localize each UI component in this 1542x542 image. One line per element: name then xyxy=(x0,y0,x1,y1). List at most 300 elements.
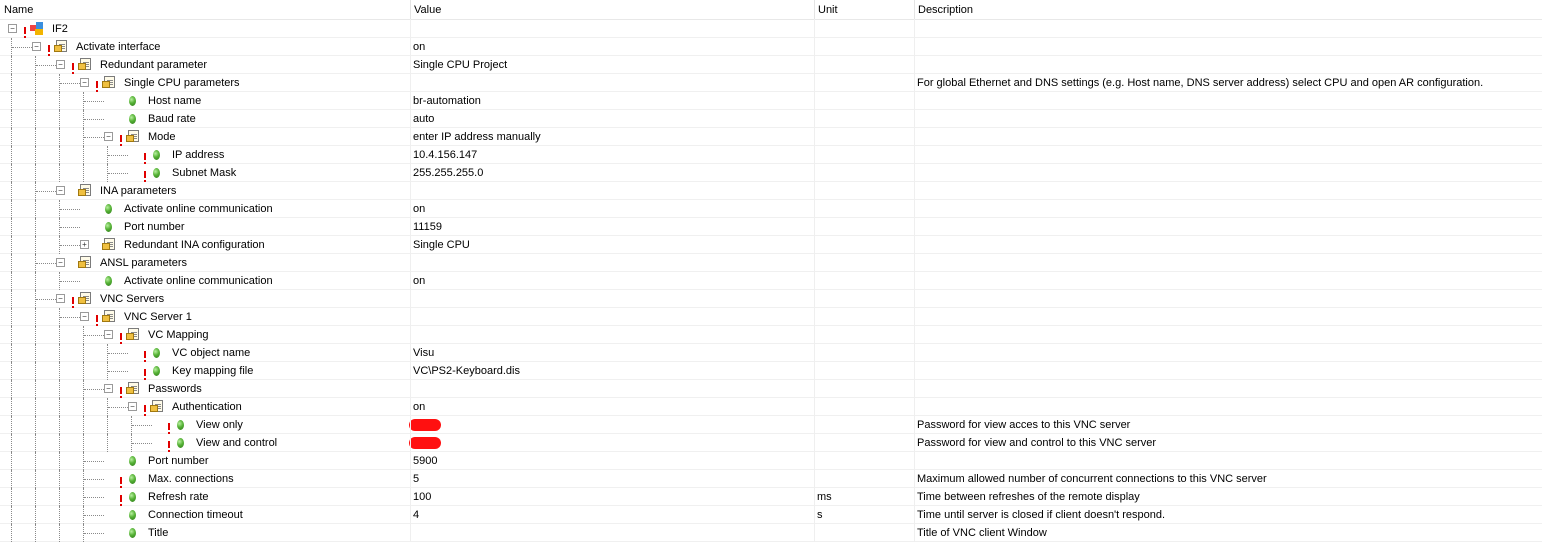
parameter-description xyxy=(917,182,1539,200)
collapse-toggle-icon[interactable]: − xyxy=(56,258,65,267)
collapse-toggle-icon[interactable]: − xyxy=(104,384,113,393)
warning-marker-icon xyxy=(48,45,50,52)
tree-row-port-number[interactable] xyxy=(0,218,1542,236)
tree-row-activate-interface[interactable] xyxy=(0,38,1542,56)
tree-connector-line xyxy=(11,236,12,254)
tree-row-ina-parameters[interactable] xyxy=(0,182,1542,200)
tree-connector-line xyxy=(35,272,36,290)
parameter-unit xyxy=(817,470,911,488)
collapse-toggle-icon[interactable]: − xyxy=(56,60,65,69)
tree-connector-line xyxy=(35,128,36,146)
tree-connector-line xyxy=(108,155,128,156)
parameter-value[interactable]: 5900 xyxy=(413,455,438,467)
parameter-unit xyxy=(817,164,911,182)
tree-row-host-name[interactable] xyxy=(0,92,1542,110)
tree-connector-line xyxy=(59,344,60,362)
parameter-name: VNC Servers xyxy=(100,293,165,305)
tree-connector-line xyxy=(107,416,108,434)
parameter-group-icon xyxy=(78,184,94,197)
tree-connector-line xyxy=(35,398,36,416)
tree-connector-line xyxy=(11,524,12,542)
tree-connector-line xyxy=(59,92,60,110)
tree-connector-line xyxy=(59,434,60,452)
parameter-unit xyxy=(817,74,911,92)
tree-connector-line xyxy=(36,65,56,66)
parameter-name: Port number xyxy=(124,221,185,233)
warning-marker-icon xyxy=(144,153,146,160)
warning-marker-icon xyxy=(120,333,122,340)
parameter-leaf-icon xyxy=(129,96,136,106)
warning-marker-icon xyxy=(144,171,146,178)
tree-row-subnet-mask[interactable] xyxy=(0,164,1542,182)
tree-connector-line xyxy=(59,146,60,164)
warning-marker-icon xyxy=(72,63,74,70)
tree-connector-line xyxy=(59,326,60,344)
parameter-name: IP address xyxy=(172,149,225,161)
tree-connector-line xyxy=(35,434,36,452)
parameter-name: Mode xyxy=(148,131,176,143)
parameter-description xyxy=(917,56,1539,74)
tree-row-ip-address[interactable] xyxy=(0,146,1542,164)
tree-row-view-only[interactable] xyxy=(0,416,1542,434)
parameter-name: Activate interface xyxy=(76,41,161,53)
tree-connector-line xyxy=(108,371,128,372)
parameter-description: Password for view and control to this VNC server xyxy=(917,437,1157,449)
tree-row-refresh-rate[interactable] xyxy=(0,488,1542,506)
collapse-toggle-icon[interactable]: − xyxy=(56,186,65,195)
tree-connector-line xyxy=(35,110,36,128)
parameter-description xyxy=(917,398,1539,416)
parameter-description: Title of VNC client Window xyxy=(917,527,1047,539)
parameter-name: Activate online communication xyxy=(124,275,273,287)
parameter-name: Redundant parameter xyxy=(100,59,208,71)
tree-row-activate-online-communication[interactable] xyxy=(0,272,1542,290)
tree-connector-line xyxy=(11,362,12,380)
parameter-description: Password for view acces to this VNC server xyxy=(917,419,1131,431)
redacted-password-mark xyxy=(409,419,441,431)
collapse-toggle-icon[interactable]: − xyxy=(104,330,113,339)
parameter-name: Refresh rate xyxy=(148,491,209,503)
parameter-value[interactable]: auto xyxy=(413,113,435,125)
parameter-unit: s xyxy=(817,509,823,521)
tree-connector-line xyxy=(11,254,12,272)
tree-connector-line xyxy=(83,362,84,380)
parameter-name: Host name xyxy=(148,95,202,107)
parameter-value[interactable] xyxy=(413,74,811,92)
parameter-description xyxy=(917,38,1539,56)
parameter-name: Single CPU parameters xyxy=(124,77,240,89)
tree-connector-line xyxy=(11,506,12,524)
tree-row-if2[interactable] xyxy=(0,20,1542,38)
parameter-description xyxy=(917,362,1539,380)
parameter-description xyxy=(917,128,1539,146)
parameter-unit xyxy=(817,20,911,38)
tree-connector-line xyxy=(11,56,12,74)
tree-row-passwords[interactable] xyxy=(0,380,1542,398)
parameter-description xyxy=(917,308,1539,326)
warning-marker-icon xyxy=(72,297,74,304)
warning-marker-icon xyxy=(96,315,98,322)
parameter-description xyxy=(917,290,1539,308)
tree-connector-line xyxy=(12,47,32,48)
tree-connector-line xyxy=(35,506,36,524)
interface-icon xyxy=(30,22,44,35)
parameter-leaf-icon xyxy=(153,150,160,160)
tree-row-mode[interactable] xyxy=(0,128,1542,146)
tree-connector-line xyxy=(11,398,12,416)
tree-connector-line xyxy=(132,443,152,444)
parameter-value[interactable]: on xyxy=(413,203,426,215)
tree-connector-line xyxy=(11,74,12,92)
tree-connector-line xyxy=(84,101,104,102)
parameter-leaf-icon xyxy=(129,492,136,502)
warning-marker-icon xyxy=(96,81,98,88)
parameter-name: Subnet Mask xyxy=(172,167,237,179)
redacted-password-mark xyxy=(409,437,441,449)
parameter-description: Time between refreshes of the remote display xyxy=(917,491,1140,503)
parameter-unit xyxy=(817,452,911,470)
warning-marker-icon xyxy=(144,369,146,376)
tree-connector-line xyxy=(35,380,36,398)
parameter-unit xyxy=(817,344,911,362)
parameter-description xyxy=(917,254,1539,272)
parameter-description xyxy=(917,92,1539,110)
parameter-leaf-icon xyxy=(105,222,112,232)
tree-connector-line xyxy=(59,506,60,524)
parameter-leaf-icon xyxy=(177,420,184,430)
warning-marker-icon xyxy=(120,135,122,142)
parameter-unit xyxy=(817,182,911,200)
parameter-unit xyxy=(817,236,911,254)
tree-connector-line xyxy=(11,344,12,362)
parameter-value[interactable]: 4 xyxy=(413,509,420,521)
parameter-group-icon xyxy=(150,400,166,413)
tree-connector-line xyxy=(59,416,60,434)
tree-connector-line xyxy=(35,362,36,380)
parameter-description xyxy=(917,164,1539,182)
tree-connector-line xyxy=(35,164,36,182)
tree-connector-line xyxy=(59,452,60,470)
parameter-unit xyxy=(817,218,911,236)
parameter-value[interactable]: VC\PS2-Keyboard.dis xyxy=(413,365,520,377)
parameter-leaf-icon xyxy=(129,528,136,538)
tree-row-key-mapping-file[interactable] xyxy=(0,362,1542,380)
tree-connector-line xyxy=(59,110,60,128)
tree-connector-line xyxy=(107,434,108,452)
parameter-value[interactable]: 100 xyxy=(413,491,432,503)
parameter-unit xyxy=(817,290,911,308)
tree-connector-line xyxy=(84,497,104,498)
parameter-value[interactable] xyxy=(413,416,811,434)
parameter-name: INA parameters xyxy=(100,185,177,197)
tree-row-vc-mapping[interactable] xyxy=(0,326,1542,344)
warning-marker-icon xyxy=(144,405,146,412)
parameter-unit xyxy=(817,434,911,452)
parameter-group-icon xyxy=(102,238,118,251)
parameter-name: Baud rate xyxy=(148,113,196,125)
parameter-value[interactable]: 5 xyxy=(413,473,420,485)
tree-connector-line xyxy=(59,470,60,488)
parameter-leaf-icon xyxy=(129,510,136,520)
collapse-toggle-icon[interactable]: − xyxy=(8,24,17,33)
parameter-leaf-icon xyxy=(105,204,112,214)
parameter-value[interactable]: on xyxy=(413,41,426,53)
parameter-unit xyxy=(817,56,911,74)
parameter-unit xyxy=(817,254,911,272)
parameter-group-icon xyxy=(78,292,94,305)
tree-connector-line xyxy=(35,488,36,506)
tree-connector-line xyxy=(35,92,36,110)
tree-connector-line xyxy=(83,398,84,416)
parameter-unit xyxy=(817,398,911,416)
tree-connector-line xyxy=(132,425,152,426)
tree-connector-line xyxy=(11,200,12,218)
parameter-unit xyxy=(817,110,911,128)
tree-connector-line xyxy=(35,308,36,326)
tree-connector-line xyxy=(36,263,56,264)
tree-connector-line xyxy=(35,218,36,236)
parameter-value[interactable]: Single CPU Project xyxy=(413,59,508,71)
parameter-value[interactable]: br-automation xyxy=(413,95,481,107)
parameter-name: Authentication xyxy=(172,401,242,413)
parameter-unit xyxy=(817,200,911,218)
parameter-leaf-icon xyxy=(129,474,136,484)
parameter-value[interactable]: on xyxy=(413,275,426,287)
column-divider xyxy=(410,19,411,542)
tree-connector-line xyxy=(84,389,104,390)
parameter-description: Maximum allowed number of concurrent connections to this VNC server xyxy=(917,473,1267,485)
parameter-unit xyxy=(817,146,911,164)
parameter-value[interactable] xyxy=(413,182,811,200)
parameter-value[interactable] xyxy=(413,434,811,452)
tree-connector-line xyxy=(11,218,12,236)
tree-row-connection-timeout[interactable] xyxy=(0,506,1542,524)
tree-row-vnc-server-1[interactable] xyxy=(0,308,1542,326)
tree-row-max-connections[interactable] xyxy=(0,470,1542,488)
parameter-value[interactable]: 255.255.255.0 xyxy=(413,167,484,179)
tree-connector-line xyxy=(84,479,104,480)
tree-connector-line xyxy=(83,434,84,452)
tree-connector-line xyxy=(84,335,104,336)
parameter-name: IF2 xyxy=(52,23,68,35)
tree-row-port-number[interactable] xyxy=(0,452,1542,470)
parameter-group-icon xyxy=(102,310,118,323)
column-header-value[interactable]: Value xyxy=(414,4,442,16)
tree-connector-line xyxy=(11,452,12,470)
tree-row-redundant-parameter[interactable] xyxy=(0,56,1542,74)
tree-connector-line xyxy=(59,488,60,506)
tree-connector-line xyxy=(60,317,80,318)
parameter-value[interactable]: 10.4.156.147 xyxy=(413,149,478,161)
collapse-toggle-icon[interactable]: − xyxy=(32,42,41,51)
tree-connector-line xyxy=(35,470,36,488)
parameter-name: Title xyxy=(148,527,169,539)
tree-row-redundant-ina-configuration[interactable] xyxy=(0,236,1542,254)
warning-marker-icon xyxy=(168,423,170,430)
tree-row-authentication[interactable] xyxy=(0,398,1542,416)
parameter-unit xyxy=(817,308,911,326)
column-divider xyxy=(914,19,915,542)
tree-row-title[interactable] xyxy=(0,524,1542,542)
tree-row-vc-object-name[interactable] xyxy=(0,344,1542,362)
tree-connector-line xyxy=(59,362,60,380)
tree-connector-line xyxy=(35,326,36,344)
tree-connector-line xyxy=(108,353,128,354)
parameter-name: Redundant INA configuration xyxy=(124,239,265,251)
parameter-leaf-icon xyxy=(153,366,160,376)
tree-connector-line xyxy=(59,398,60,416)
parameter-description xyxy=(917,272,1539,290)
parameter-description xyxy=(917,380,1539,398)
tree-row-vnc-servers[interactable] xyxy=(0,290,1542,308)
tree-row-view-and-control[interactable] xyxy=(0,434,1542,452)
parameter-value[interactable] xyxy=(413,308,811,326)
column-header-name[interactable]: Name xyxy=(4,4,34,16)
parameter-description xyxy=(917,452,1539,470)
parameter-name: Key mapping file xyxy=(172,365,254,377)
tree-connector-line xyxy=(84,533,104,534)
tree-connector-line xyxy=(83,146,84,164)
parameter-unit xyxy=(817,272,911,290)
parameter-description xyxy=(917,326,1539,344)
collapse-toggle-icon[interactable]: − xyxy=(128,402,137,411)
tree-connector-line xyxy=(11,488,12,506)
tree-connector-line xyxy=(11,290,12,308)
parameter-value[interactable] xyxy=(413,524,811,542)
tree-connector-line xyxy=(35,344,36,362)
tree-connector-line xyxy=(36,191,56,192)
tree-connector-line xyxy=(35,524,36,542)
parameter-group-icon xyxy=(54,40,70,53)
parameter-group-icon xyxy=(126,382,142,395)
warning-marker-icon xyxy=(120,387,122,394)
tree-connector-line xyxy=(84,119,104,120)
parameter-description: For global Ethernet and DNS settings (e.g. Host name, DNS server address) select CPU and open AR configuration. xyxy=(917,77,1484,89)
tree-connector-line xyxy=(11,146,12,164)
parameter-unit xyxy=(817,92,911,110)
parameter-unit xyxy=(817,128,911,146)
tree-connector-line xyxy=(35,74,36,92)
parameter-leaf-icon xyxy=(105,276,112,286)
parameter-unit xyxy=(817,524,911,542)
tree-connector-line xyxy=(84,515,104,516)
tree-connector-line xyxy=(84,461,104,462)
collapse-toggle-icon[interactable]: − xyxy=(104,132,113,141)
tree-connector-line xyxy=(60,83,80,84)
parameter-name: View and control xyxy=(196,437,278,449)
warning-marker-icon xyxy=(24,27,26,34)
collapse-toggle-icon[interactable]: − xyxy=(56,294,65,303)
column-divider xyxy=(814,19,815,542)
parameter-description xyxy=(917,218,1539,236)
column-header-description[interactable]: Description xyxy=(918,4,974,16)
tree-row-single-cpu-parameters[interactable] xyxy=(0,74,1542,92)
parameter-value[interactable]: on xyxy=(413,401,426,413)
parameter-unit xyxy=(817,416,911,434)
parameter-value[interactable] xyxy=(413,290,811,308)
parameter-description xyxy=(917,344,1539,362)
parameter-leaf-icon xyxy=(153,348,160,358)
parameter-description xyxy=(917,236,1539,254)
tree-connector-line xyxy=(60,281,80,282)
parameter-unit xyxy=(817,362,911,380)
collapse-toggle-icon[interactable]: − xyxy=(80,312,89,321)
parameter-leaf-icon xyxy=(129,456,136,466)
expand-toggle-icon[interactable]: + xyxy=(80,240,89,249)
parameter-group-icon xyxy=(126,328,142,341)
parameter-name: Max. connections xyxy=(148,473,234,485)
tree-connector-line xyxy=(11,308,12,326)
tree-connector-line xyxy=(60,245,80,246)
parameter-value[interactable]: Visu xyxy=(413,347,435,359)
parameter-value[interactable]: 11159 xyxy=(413,221,442,233)
tree-row-baud-rate[interactable] xyxy=(0,110,1542,128)
parameter-value[interactable] xyxy=(413,254,811,272)
parameter-leaf-icon xyxy=(177,438,184,448)
collapse-toggle-icon[interactable]: − xyxy=(80,78,89,87)
parameter-name: VC object name xyxy=(172,347,251,359)
parameter-description xyxy=(917,146,1539,164)
tree-connector-line xyxy=(11,470,12,488)
tree-connector-line xyxy=(83,164,84,182)
parameter-value[interactable] xyxy=(413,326,811,344)
tree-connector-line xyxy=(35,416,36,434)
tree-connector-line xyxy=(11,110,12,128)
parameter-description xyxy=(917,200,1539,218)
parameter-leaf-icon xyxy=(153,168,160,178)
tree-connector-line xyxy=(11,128,12,146)
tree-connector-line xyxy=(84,137,104,138)
tree-connector-line xyxy=(83,416,84,434)
parameter-group-icon xyxy=(126,130,142,143)
parameter-unit xyxy=(817,38,911,56)
tree-connector-line xyxy=(11,416,12,434)
tree-connector-line xyxy=(36,299,56,300)
parameter-unit xyxy=(817,380,911,398)
parameter-name: Passwords xyxy=(148,383,202,395)
parameter-name: ANSL parameters xyxy=(100,257,188,269)
tree-connector-line xyxy=(11,380,12,398)
warning-marker-icon xyxy=(168,441,170,448)
tree-row-ansl-parameters[interactable] xyxy=(0,254,1542,272)
tree-connector-line xyxy=(59,128,60,146)
parameter-group-icon xyxy=(78,58,94,71)
column-header-unit[interactable]: Unit xyxy=(818,4,838,16)
parameter-value[interactable] xyxy=(413,20,811,38)
parameter-description xyxy=(917,20,1539,38)
tree-rows xyxy=(0,20,1542,542)
parameter-unit: ms xyxy=(817,491,832,503)
tree-connector-line xyxy=(35,236,36,254)
tree-connector-line xyxy=(11,92,12,110)
tree-connector-line xyxy=(59,524,60,542)
tree-connector-line xyxy=(60,209,80,210)
parameter-value[interactable] xyxy=(413,380,811,398)
tree-connector-line xyxy=(35,200,36,218)
parameter-name: Port number xyxy=(148,455,209,467)
parameter-value[interactable]: enter IP address manually xyxy=(413,131,541,143)
tree-connector-line xyxy=(59,164,60,182)
parameter-group-icon xyxy=(78,256,94,269)
tree-row-activate-online-communication[interactable] xyxy=(0,200,1542,218)
tree-connector-line xyxy=(11,434,12,452)
parameter-value[interactable]: Single CPU xyxy=(413,239,470,251)
parameter-unit xyxy=(817,326,911,344)
tree-connector-line xyxy=(60,227,80,228)
parameter-name: View only xyxy=(196,419,243,431)
warning-marker-icon xyxy=(120,495,122,502)
tree-connector-line xyxy=(108,173,128,174)
